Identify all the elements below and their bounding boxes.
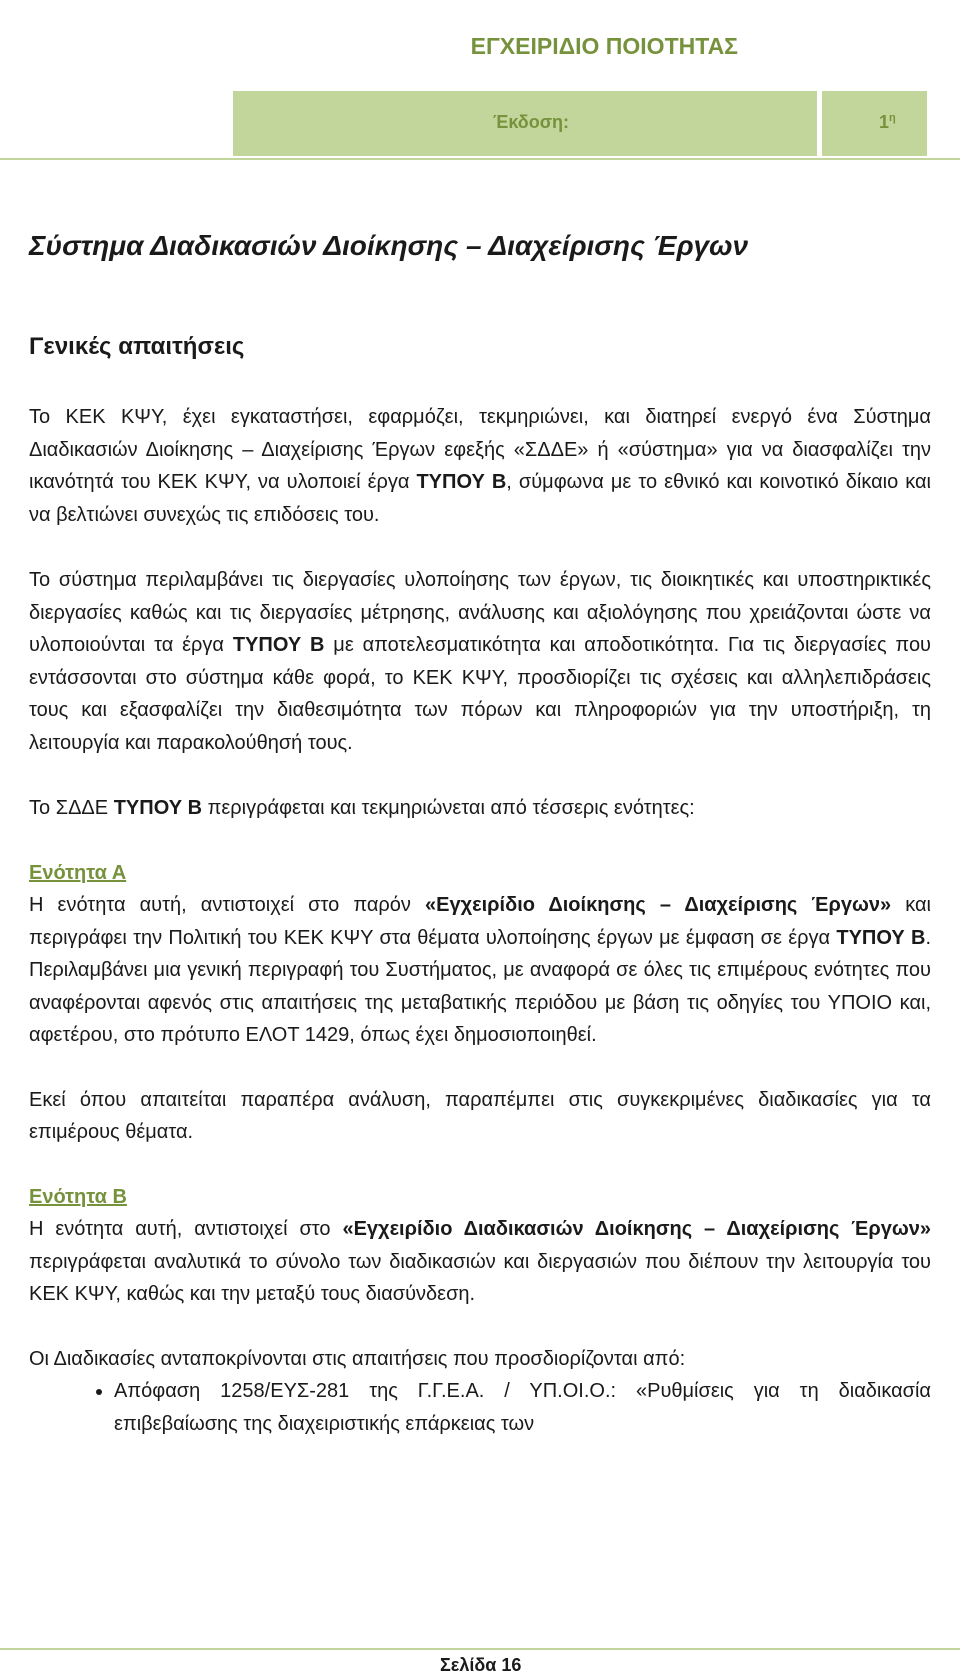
text: και περιγράφει την Πολιτική του ΚΕΚ ΚΨΥ στα θέματα υλοποίησης έργων με έμφαση σε έργα	[29, 894, 932, 949]
type-b-emphasis: ΤΥΠΟΥ Β	[416, 471, 507, 493]
edition-number: 1	[879, 112, 890, 132]
paragraph-sections-intro	[29, 792, 931, 825]
text: Η ενότητα αυτή, αντιστοιχεί στο	[29, 1218, 343, 1240]
edition-suffix: η	[889, 112, 896, 124]
section-a-heading-text: Ενότητα Α	[29, 861, 127, 884]
subtitle: Γενικές απαιτήσεις	[29, 333, 245, 360]
header-divider	[0, 158, 960, 160]
type-b-emphasis: ΤΥΠΟΥ Β	[836, 926, 926, 949]
section-a-heading	[29, 857, 931, 890]
page-number: Σελίδα 16	[440, 1655, 522, 1675]
requirements-intro: Οι Διαδικασίες ανταποκρίνονται στις απαιτήσεις που προσδιορίζονται από:	[29, 1347, 686, 1370]
footer-divider	[0, 1648, 960, 1650]
section-b-heading	[29, 1181, 931, 1214]
paragraph-intro	[29, 401, 931, 531]
text: περιγράφεται και τεκμηριώνεται από τέσσερις ενότητες:	[202, 797, 695, 819]
text: Το ΚΕΚ ΚΨΥ, έχει εγκαταστήσει, εφαρμόζει, τεκμηριώνει, και διατηρεί ενεργό ένα Σύστημα Διαδικασιών Διοίκησης – Διαχείρισης Έργων εφεξής «ΣΔΔΕ» ή «σύστημα» για να διασφαλίζει την ικανότητά του ΚΕΚ ΚΨΥ, να υλοποιεί έργα	[29, 406, 931, 493]
section-b-heading-text: Ενότητα Β	[29, 1185, 127, 1208]
manual-name-emphasis: «Εγχειρίδιο Διοίκησης – Διαχείρισης Έργων»	[425, 894, 892, 916]
section-a-note: Εκεί όπου απαιτείται παραπέρα ανάλυση, παραπέμπει στις συγκεκριμένες διαδικασίες για τα επιμέρους θέματα.	[29, 1088, 931, 1143]
section-a-text	[29, 889, 931, 1052]
requirements-list	[29, 1375, 931, 1440]
section-b-text	[29, 1213, 931, 1311]
text: Το σύστημα περιλαμβάνει τις διεργασίες υλοποίησης των έργων, τις διοικητικές και υποστηρικτικές διεργασίες καθώς και τις διεργασίες μέτρησης, ανάλυσης και αξιολόγησης που χρειάζονται ώστε να υλοποιούνται τα έργα	[29, 569, 931, 656]
edition-separator	[817, 91, 822, 156]
type-b-emphasis: ΤΥΠΟΥ Β	[113, 797, 203, 819]
document-body	[29, 401, 931, 1440]
edition-bar	[233, 91, 927, 156]
text: περιγράφεται αναλυτικά το σύνολο των διαδικασιών και διεργασιών που διέπουν την λειτουργία του ΚΕΚ ΚΨΥ, καθώς και την μεταξύ τους διασύνδεση.	[29, 1250, 931, 1305]
manual-name-emphasis: «Εγχειρίδιο Διαδικασιών Διοίκησης – Διαχείρισης Έργων»	[342, 1218, 931, 1240]
type-b-emphasis: ΤΥΠΟΥ Β	[232, 634, 325, 656]
text: , σύμφωνα με το εθνικό και κοινοτικό δίκαιο και να βελτιώνει συνεχώς τις επιδόσεις του.	[29, 471, 931, 526]
manual-title: ΕΓΧΕΙΡΙΔΙΟ ΠΟΙΟΤΗΤΑΣ	[470, 33, 738, 59]
paragraph-system	[29, 564, 931, 759]
text: Η ενότητα αυτή, αντιστοιχεί στο παρόν	[29, 894, 426, 916]
text: με αποτελεσματικότητα και αποδοτικότητα. Για τις διεργασίες που εντάσσονται στο σύστημα κάθε φορά, το ΚΕΚ ΚΨΥ, προσδιορίζει τις σχέσεις και αλληλεπιδράσεις τους και εξασφαλίζει την διαθεσιμότητα των πόρων και πληροφοριών για την υποστήριξη, τη λειτουργία και παρακολούθησή τους.	[29, 634, 931, 754]
text: Το ΣΔΔΕ	[29, 797, 114, 819]
edition-value	[879, 112, 896, 133]
edition-label: Έκδοση:	[493, 112, 570, 132]
list-item: • Απόφαση 1258/ΕΥΣ-281 της Γ.Γ.Ε.Α. / ΥΠ.ΟΙ.Ο.: «Ρυθμίσεις για τη διαδικασία επιβεβαίωσης της διαχειριστικής επάρκειας των	[114, 1375, 931, 1440]
section-title: Σύστημα Διαδικασιών Διοίκησης – Διαχείρισης Έργων	[29, 230, 749, 261]
text: . Περιλαμβάνει μια γενική περιγραφή του Συστήματος, με αναφορά σε όλες τις επιμέρους ενότητες που αναφέρονται αφενός στις απαιτήσεις της μεταβατικής περιόδου με βάση τις οδηγίες του ΥΠΟΙΟ και, αφετέρου, στο πρότυπο ΕΛΟΤ 1429, όπως έχει δημοσιοποιηθεί.	[29, 926, 932, 1046]
